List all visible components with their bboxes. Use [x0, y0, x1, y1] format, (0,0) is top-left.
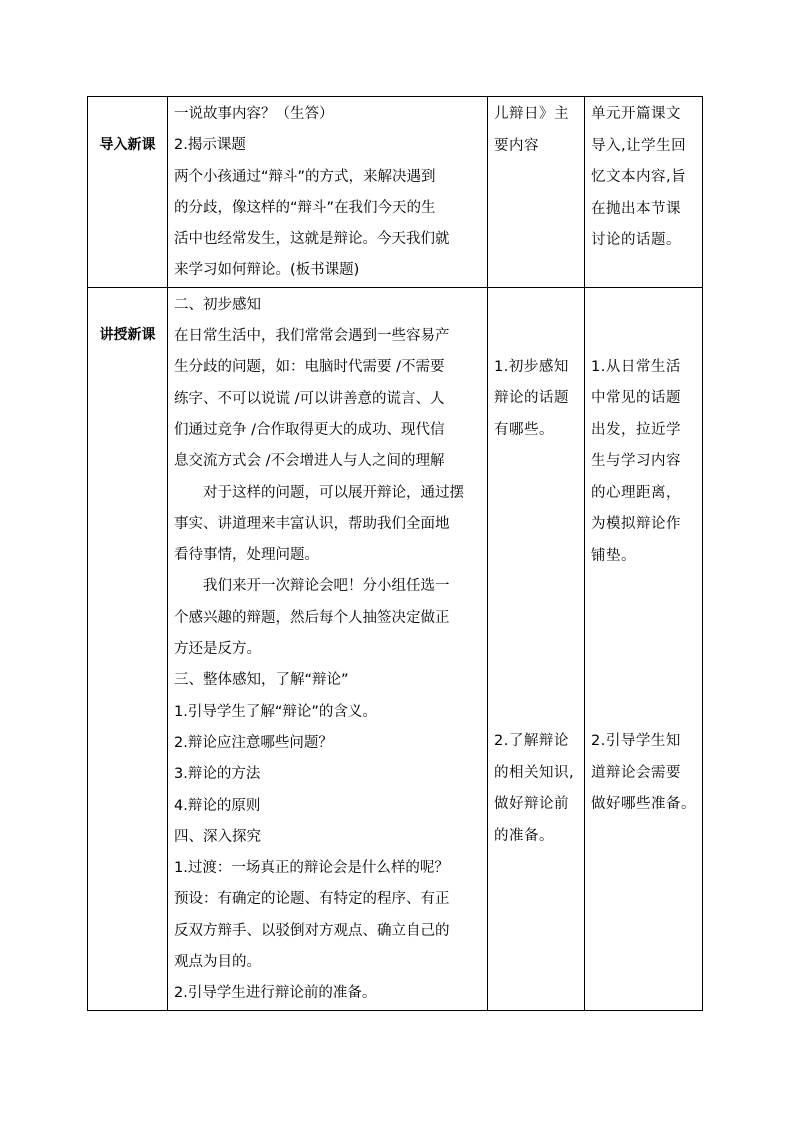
teaching-process-cell	[168, 287, 488, 1010]
row-label: 导入新课	[99, 137, 156, 153]
text-line: 的准备。	[494, 827, 554, 844]
text-line: 一说故事内容？（生答）	[174, 106, 334, 122]
text-line: 讨论的话题。	[591, 232, 681, 248]
text-line: 1.过渡：一场真正的辩论会是什么样的呢？	[174, 860, 449, 877]
design-intent-cell	[585, 97, 703, 288]
row-label-cell	[88, 97, 168, 288]
student-activity-cell	[488, 97, 585, 288]
text-line: 事实、讲道理来丰富认识，帮助我们全面地	[174, 515, 450, 532]
text-line: 生与学习内容	[591, 453, 681, 470]
text-line: 4.辩论的原则	[174, 797, 261, 814]
text-line: 个感兴趣的辩题，然后每个人抽签决定做正	[174, 609, 450, 626]
text-line: 对于这样的问题，可以展开辩论，通过摆	[203, 484, 464, 501]
teaching-process-cell	[168, 97, 488, 288]
text-line: 导入,让学生回	[591, 137, 687, 154]
text-line: 中常见的话题	[591, 390, 681, 407]
text-line: 2.揭示课题	[174, 137, 246, 154]
row-label-cell	[88, 287, 168, 1010]
text-line: 做好哪些准备。	[591, 796, 696, 813]
row-label: 讲授新课	[99, 326, 156, 343]
student-activity-cell	[488, 287, 585, 1010]
text-line: 3.辩论的方法	[174, 766, 261, 783]
text-line: 2.了解辩论	[494, 733, 569, 750]
text-line: 做好辩论前	[494, 796, 569, 813]
text-line: 活中也经常发生，这就是辩论。今天我们就	[174, 231, 450, 248]
design-intent-cell	[585, 287, 703, 1010]
text-line: 的分歧，像这样的“辩斗”在我们今天的生	[174, 199, 436, 216]
table-row-intro	[88, 97, 703, 288]
text-line: 方还是反方。	[174, 641, 261, 658]
text-line: 预设：有确定的论题、有特定的程序、有正	[174, 891, 450, 908]
text-line: 2.引导学生知	[591, 733, 681, 750]
text-line: 们通过竞争 /合作取得更大的成功、现代信	[174, 421, 445, 438]
text-line: 观点为目的。	[174, 954, 261, 971]
text-line: 两个小孩通过“辩斗”的方式，来解决遇到	[174, 168, 436, 185]
text-line: 的相关知识,	[494, 764, 575, 781]
text-line: 1.引导学生了解“辩论”的含义。	[174, 703, 377, 720]
text-line: 铺垫。	[591, 547, 636, 564]
text-line: 在日常生活中，我们常常会遇到一些容易产	[174, 328, 450, 345]
text-line: 有哪些。	[494, 421, 554, 438]
text-line: 辩论的话题	[494, 390, 569, 407]
text-line: 二、初步感知	[174, 296, 261, 313]
text-line: 的心理距离，	[591, 484, 681, 501]
text-line: 反双方辩手、以驳倒对方观点、确立自己的	[174, 922, 450, 939]
text-line: 为模拟辩论作	[591, 516, 681, 533]
text-line: 出发，拉近学	[591, 421, 681, 438]
text-line: 来学习如何辩论。(板书课题)	[174, 262, 360, 279]
text-line: 练字、不可以说谎 /可以讲善意的谎言、人	[174, 390, 445, 407]
text-line: 2.引导学生进行辩论前的准备。	[174, 985, 377, 1002]
text-line: 儿辩日》主	[494, 106, 569, 122]
text-line: 息交流方式会 /不会增进人与人之间的理解	[174, 453, 445, 470]
text-line: 生分歧的问题，如：电脑时代需要 /不需要	[174, 359, 445, 376]
text-line: 1.初步感知	[494, 358, 569, 375]
text-line: 道辩论会需要	[591, 764, 681, 781]
table-row-teaching	[88, 287, 703, 1010]
text-line: 要内容	[494, 137, 539, 154]
text-line: 2.辩论应注意哪些问题？	[174, 734, 333, 751]
text-line: 1.从日常生活	[591, 358, 681, 375]
text-line: 我们来开一次辩论会吧！分小组任选一	[203, 578, 450, 595]
text-line: 在抛出本节课	[591, 200, 681, 217]
text-line: 单元开篇课文	[591, 106, 681, 122]
text-line: 四、深入探究	[174, 828, 261, 845]
lesson-plan-table	[87, 96, 703, 1011]
text-line: 忆文本内容,旨	[591, 169, 687, 185]
text-line: 看待事情，处理问题。	[174, 547, 319, 564]
text-line: 三、整体感知，了解“辩论”	[174, 672, 349, 689]
